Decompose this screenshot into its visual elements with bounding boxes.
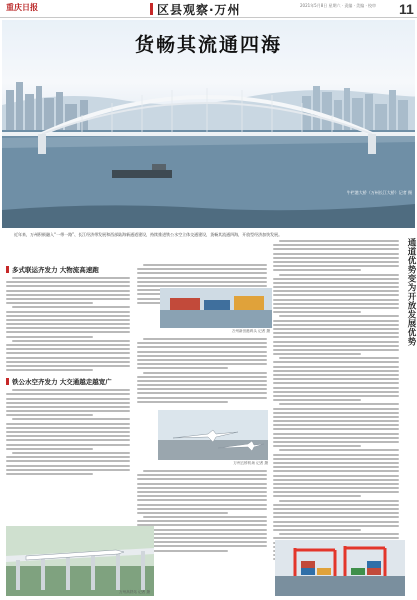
section-1-title: 多式联运齐发力 大物流高速跑	[12, 266, 99, 274]
airport-photo	[158, 410, 268, 460]
intro-paragraph: 近年来，万州积极融入“一带一路”、长江经济带发展和西部陆海新通道建设，持续推进铁公水空立体交通建设，货畅其流通四海，开放型经济加快发展。	[14, 232, 283, 237]
port-photo	[160, 288, 272, 328]
photo-credit: 牛栏港大桥（万州长江大桥）记者 摄	[346, 190, 412, 195]
heading-marker	[6, 266, 9, 273]
section-2-title: 铁公水空齐发力 大交通越走越宽广	[12, 378, 112, 387]
caption-port: 万州新田港码头 记者 摄	[231, 329, 270, 333]
body-text-block	[137, 338, 267, 403]
page-number: 11	[399, 1, 414, 17]
section-1-heading	[6, 265, 130, 274]
section-header	[150, 2, 241, 16]
column-2-bottom	[137, 468, 267, 552]
newspaper-logo: 重庆日报	[6, 2, 38, 12]
photo-container-port	[275, 540, 405, 596]
column-2-lower	[137, 336, 267, 403]
column-3	[273, 238, 399, 560]
column-1	[6, 262, 130, 475]
section-title: 区县观察·万州	[157, 2, 241, 17]
rail-photo	[6, 526, 154, 596]
side-title: 通道优势变为开放发展优势	[406, 238, 416, 346]
body-text-block	[273, 240, 399, 560]
body-text-block	[137, 470, 267, 552]
container-port-photo	[275, 540, 405, 596]
section-2-heading	[6, 377, 130, 386]
body-text-block	[6, 389, 130, 475]
caption-airport: 万州五桥机场 记者 摄	[233, 461, 268, 465]
photo-airport	[158, 410, 268, 460]
section-marker	[150, 3, 153, 15]
masthead	[0, 0, 417, 18]
photo-port	[160, 288, 272, 328]
photo-rail	[6, 526, 154, 596]
caption-rail: 万州高铁站 记者 摄	[118, 590, 150, 594]
hero-photo	[2, 20, 415, 228]
headline: 货畅其流通四海	[134, 34, 282, 56]
body-text-block	[6, 277, 130, 371]
heading-marker	[6, 378, 9, 385]
issue-info: 2021年5月8日 星期六 · 责编 · 美编 · 校审	[300, 3, 376, 8]
